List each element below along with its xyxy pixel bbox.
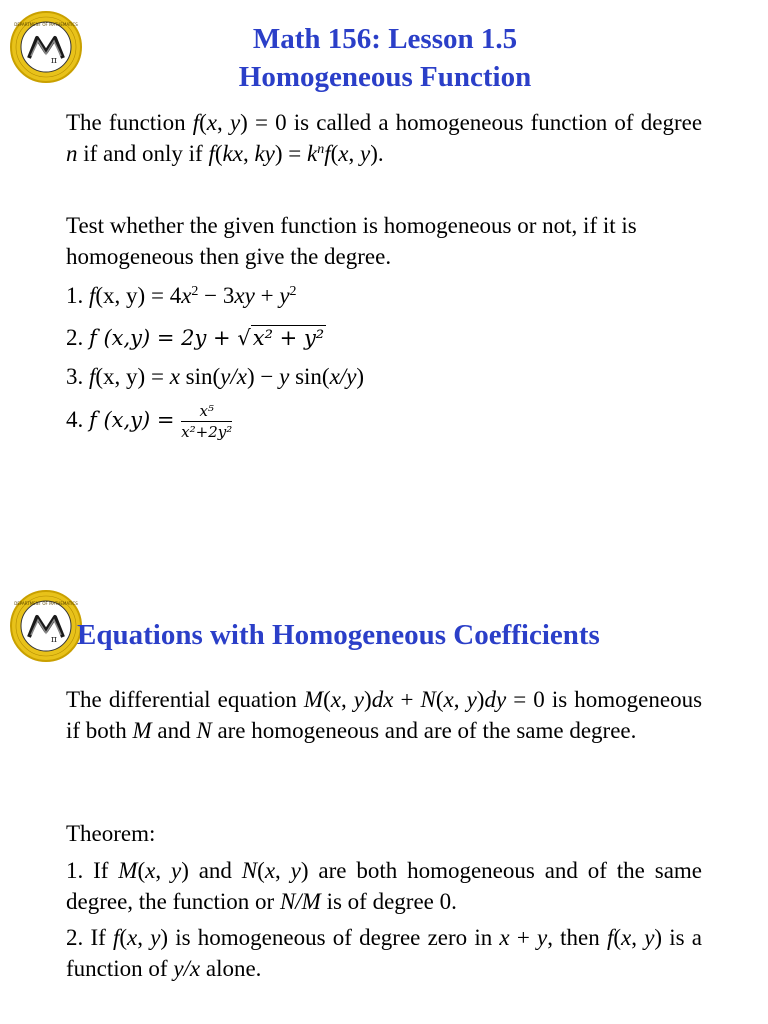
text: ( bbox=[330, 141, 339, 166]
exercise-item-2 bbox=[66, 322, 326, 354]
text: ) = 0 is called a homogeneous function of bbox=[240, 110, 634, 135]
text: , bbox=[275, 858, 291, 883]
text: = bbox=[145, 364, 170, 389]
text: y bbox=[360, 141, 371, 166]
text: y bbox=[229, 110, 241, 135]
text: f bbox=[89, 283, 96, 308]
text: , bbox=[137, 925, 151, 950]
text: are homogeneous and are of the same degree. bbox=[211, 718, 637, 743]
text: 1. If bbox=[66, 858, 119, 883]
text: 3. bbox=[66, 364, 89, 389]
text: + bbox=[509, 925, 537, 950]
text: = 0 is homogeneous if both bbox=[66, 687, 703, 743]
text: y bbox=[279, 364, 290, 389]
text: y bbox=[290, 858, 301, 883]
text: (x, y) bbox=[95, 283, 146, 308]
text: f bbox=[192, 110, 200, 135]
text: x² + y² bbox=[252, 326, 325, 350]
text: + bbox=[393, 687, 421, 712]
text: f bbox=[606, 925, 614, 950]
text: k bbox=[307, 141, 318, 166]
text: ky bbox=[254, 141, 275, 166]
text: y/x bbox=[173, 956, 201, 981]
page-title bbox=[160, 20, 610, 96]
text: , bbox=[155, 858, 171, 883]
text: ) and bbox=[181, 858, 242, 883]
text: ( bbox=[137, 858, 146, 883]
text: (x, y) bbox=[95, 364, 146, 389]
text: y bbox=[353, 687, 365, 712]
text: 2. If bbox=[66, 925, 113, 950]
text: f (x,y) = 2y + bbox=[89, 326, 238, 350]
text: x bbox=[169, 364, 180, 389]
text: x bbox=[621, 925, 632, 950]
text: The differential equation bbox=[66, 687, 304, 712]
text: y bbox=[279, 283, 290, 308]
text: , bbox=[217, 110, 230, 135]
text: M bbox=[303, 687, 324, 712]
text: 1. bbox=[66, 283, 89, 308]
text: ( bbox=[613, 925, 622, 950]
text: 2. bbox=[66, 325, 89, 350]
fraction bbox=[181, 402, 232, 441]
text: f bbox=[89, 364, 96, 389]
text: x⁵ bbox=[181, 402, 232, 422]
text: − 3 bbox=[198, 283, 235, 308]
text: x²+2y² bbox=[181, 423, 233, 441]
text: , bbox=[631, 925, 645, 950]
text: y bbox=[644, 925, 655, 950]
text: M bbox=[118, 858, 138, 883]
svg-text:DEPARTMENT OF MATHEMATICS: DEPARTMENT OF MATHEMATICS bbox=[14, 22, 78, 27]
text: x bbox=[206, 110, 218, 135]
text: ) bbox=[356, 364, 365, 389]
text: , bbox=[453, 687, 467, 712]
department-logo bbox=[9, 10, 83, 84]
text: ( bbox=[435, 687, 444, 712]
text: x/y bbox=[329, 364, 357, 389]
theorem-label: Theorem: bbox=[66, 821, 156, 846]
text: alone. bbox=[200, 956, 262, 981]
text: x bbox=[338, 141, 349, 166]
text: , bbox=[242, 141, 255, 166]
text: x bbox=[499, 925, 510, 950]
text: ) = bbox=[274, 141, 307, 166]
text: dx bbox=[371, 687, 394, 712]
instruction-paragraph: Test whether the given function is homogeneous or not, if it is homogeneous then give the degree. bbox=[66, 213, 637, 269]
text: ( bbox=[323, 687, 331, 712]
definition-paragraph bbox=[66, 107, 702, 169]
text: N bbox=[241, 858, 258, 883]
text: 2 bbox=[191, 284, 199, 299]
text: x bbox=[145, 858, 156, 883]
text: is of degree 0. bbox=[320, 889, 457, 914]
text: y bbox=[150, 925, 161, 950]
text: ) is homogeneous of degree zero in bbox=[160, 925, 500, 950]
math-department-seal-icon bbox=[9, 589, 83, 663]
text: n bbox=[317, 142, 325, 157]
sqrt-sign: √ bbox=[237, 326, 251, 350]
text: ) is a function of bbox=[66, 925, 702, 981]
text: ) − bbox=[246, 364, 280, 389]
text: 2 bbox=[289, 284, 297, 299]
exercise-item-4 bbox=[66, 402, 232, 441]
text: ( bbox=[257, 858, 265, 883]
text: x bbox=[443, 687, 454, 712]
section-heading: Equations with Homogeneous Coefficients bbox=[77, 619, 600, 651]
text: 4. bbox=[66, 406, 89, 432]
text: ) bbox=[476, 687, 485, 712]
svg-text:DEPARTMENT OF MATHEMATICS: DEPARTMENT OF MATHEMATICS bbox=[14, 601, 78, 606]
title-line-2: Homogeneous Function bbox=[238, 61, 532, 93]
text: N/M bbox=[279, 889, 321, 914]
text: ) bbox=[364, 687, 372, 712]
text: N bbox=[196, 718, 212, 743]
text: ). bbox=[370, 141, 384, 166]
text: The function bbox=[66, 110, 193, 135]
text: ) are both homogeneous and of the same degree, the function or bbox=[66, 858, 703, 914]
text: x bbox=[181, 283, 192, 308]
text: , then bbox=[547, 925, 607, 950]
title-line-1: Math 156: Lesson 1.5 bbox=[252, 23, 518, 55]
text: and bbox=[151, 718, 197, 743]
text: x bbox=[330, 687, 341, 712]
text: f bbox=[324, 141, 331, 166]
text: x bbox=[127, 925, 138, 950]
text: sin( bbox=[179, 364, 221, 389]
text: f (x,y) = bbox=[89, 407, 182, 432]
math-department-seal-icon bbox=[9, 10, 83, 84]
text: = 4 bbox=[145, 283, 182, 308]
text: y/x bbox=[220, 364, 247, 389]
text: kx bbox=[222, 141, 243, 166]
text: degree bbox=[640, 110, 703, 135]
text: y bbox=[537, 925, 548, 950]
text: + bbox=[254, 283, 280, 308]
svg-text:π: π bbox=[51, 635, 57, 645]
text: , bbox=[348, 141, 360, 166]
text: M bbox=[132, 718, 152, 743]
theorem-item-2 bbox=[66, 922, 702, 984]
svg-text:π: π bbox=[51, 56, 57, 66]
text: ( bbox=[199, 110, 207, 135]
text: , bbox=[340, 687, 354, 712]
text: y bbox=[170, 858, 182, 883]
text: xy bbox=[234, 283, 255, 308]
department-logo bbox=[9, 589, 83, 663]
homogeneous-equation-paragraph bbox=[66, 684, 702, 746]
text: n bbox=[66, 141, 78, 166]
text: N bbox=[420, 687, 436, 712]
text: ( bbox=[214, 141, 223, 166]
exercise-item-3 bbox=[66, 361, 364, 392]
text: ( bbox=[119, 925, 128, 950]
text: y bbox=[466, 687, 477, 712]
exercise-item-1 bbox=[66, 280, 297, 311]
theorem-item-1 bbox=[66, 855, 702, 917]
text: dy bbox=[484, 687, 507, 712]
text: f bbox=[208, 141, 215, 166]
text: sin( bbox=[289, 364, 330, 389]
text: if and only if bbox=[77, 141, 209, 166]
text: f bbox=[112, 925, 120, 950]
text: x bbox=[264, 858, 276, 883]
